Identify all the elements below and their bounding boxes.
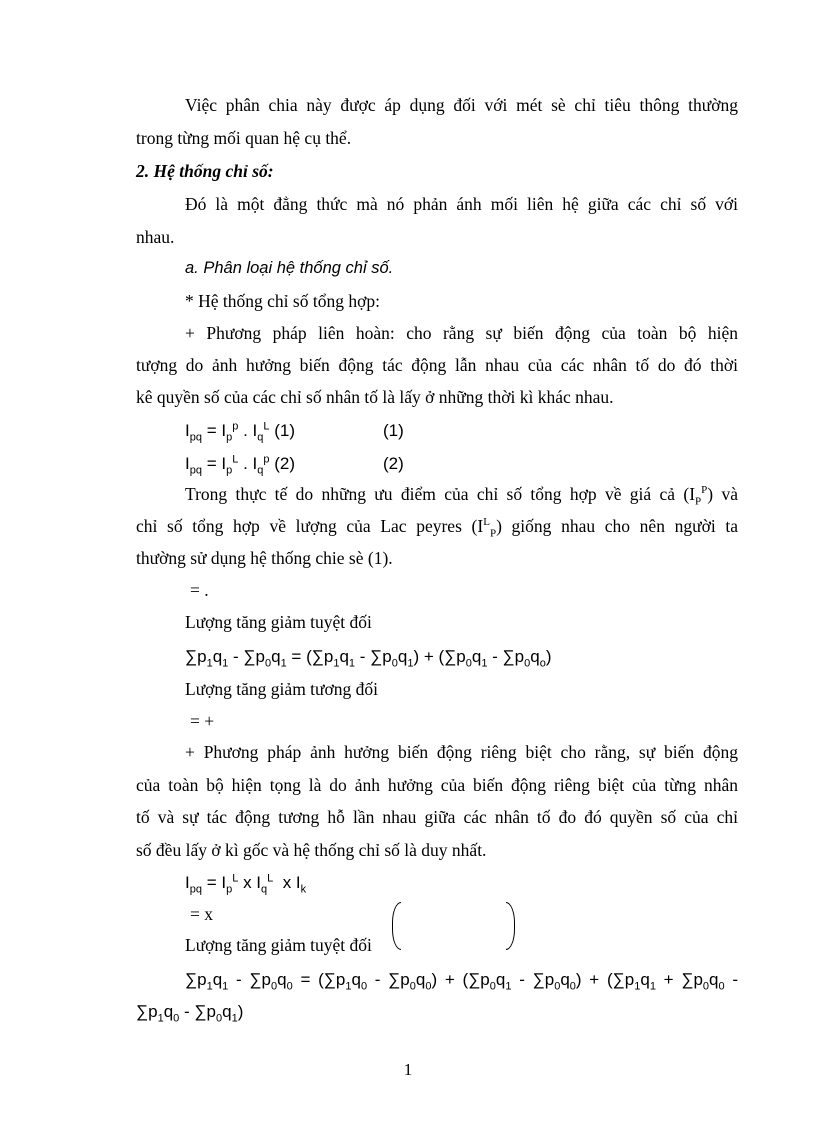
page-number: 1 xyxy=(403,1060,413,1079)
formula-3: $\sum p_1q_1 - \sum p_0q_1 = (\sum p_1q_1 - \sum p_0q_1) + (\sum p_0q_1 - \sum p_0q_o)$ xyxy=(185,647,552,670)
formula-2-label: (2) xyxy=(383,454,404,473)
equation-placeholder-1: = . xyxy=(190,580,209,600)
paragraph-line-10: kê quyền số của các chỉ số nhân tố là lấy ở những thời kì khác nhau. xyxy=(136,387,614,407)
paragraph-line-27: Lượng tăng giảm tuyệt đối xyxy=(185,935,372,955)
right-bracket xyxy=(506,902,515,950)
paragraph-line-13: Trong thực tế do những ưu điểm của chỉ số tổng hợp về giá cả $(I_P^P)$ và xyxy=(185,484,738,508)
paragraph-line-9: tượng do ảnh hưởng biến động tác động lẫn nhau của các nhân tố do đó thời xyxy=(136,355,738,375)
formula-5-line-2: $\sum p_1q_0 - \sum p_0q_1$) xyxy=(136,1002,244,1025)
paragraph-line-2: trong từng mối quan hệ cụ thể. xyxy=(136,128,352,148)
paragraph-line-1: Việc phân chia này được áp dụng đối với mét sè chỉ tiêu thông thường xyxy=(185,95,738,115)
left-bracket xyxy=(392,902,401,950)
paragraph-line-7: * Hệ thống chỉ số tổng hợp: xyxy=(185,291,380,311)
section-heading: 2. Hệ thống chỉ số: xyxy=(136,161,274,181)
subsection-heading: a. Phân loại hệ thống chỉ số. xyxy=(185,259,394,277)
paragraph-line-15: thường sử dụng hệ thống chie sè (1). xyxy=(136,548,393,568)
paragraph-line-14: chỉ số tổng hợp về lượng của Lac peyres $(I^L_P)$ giống nhau cho nên người ta xyxy=(136,516,738,540)
formula-5-line-1: $\sum p_1q_1 - \sum p_0q_0 = (\sum p_1q_0 - \sum p_0q_0) + (\sum p_0q_1 - \sum p_0q_0) + (\sum p_1q_1 + \sum p_0q_0$ - xyxy=(185,970,739,993)
formula-4: $I_{pq} = I_p^L$ x $I_q^L$ x $I_k$ xyxy=(185,872,307,896)
paragraph-line-5: nhau. xyxy=(136,227,175,247)
paragraph-line-22: của toàn bộ hiện tọng là do ảnh hưởng của biến động riêng biệt của từng nhân xyxy=(136,775,738,795)
paragraph-line-4: Đó là một đẳng thức mà nó phản ánh mối liên hệ giữa các chỉ số với xyxy=(185,194,738,214)
equation-placeholder-3: = x xyxy=(190,904,213,924)
formula-1: $I_{pq} = I_p^p$ . $I_q^L$ (1) xyxy=(185,420,295,444)
formula-2: $I_{pq} = I_p^L$ . $I_q^p$ (2) xyxy=(185,453,295,477)
paragraph-line-17: Lượng tăng giảm tuyệt đối xyxy=(185,612,372,632)
paragraph-line-8: + Phương pháp liên hoàn: cho rằng sự biến động của toàn bộ hiện xyxy=(185,323,738,343)
formula-1-label: (1) xyxy=(383,421,404,440)
paragraph-line-24: số đều lấy ở kì gốc và hệ thống chỉ số là duy nhất. xyxy=(136,840,487,860)
paragraph-line-21: + Phương pháp ảnh hưởng biến động riêng biệt cho rằng, sự biến động xyxy=(185,742,738,762)
paragraph-line-23: tố và sự tác động tương hỗ lần nhau giữa các nhân tố đo đó quyền số của chỉ xyxy=(136,807,738,827)
paragraph-line-19: Lượng tăng giảm tương đối xyxy=(185,679,379,699)
equation-placeholder-2: = + xyxy=(190,711,215,731)
